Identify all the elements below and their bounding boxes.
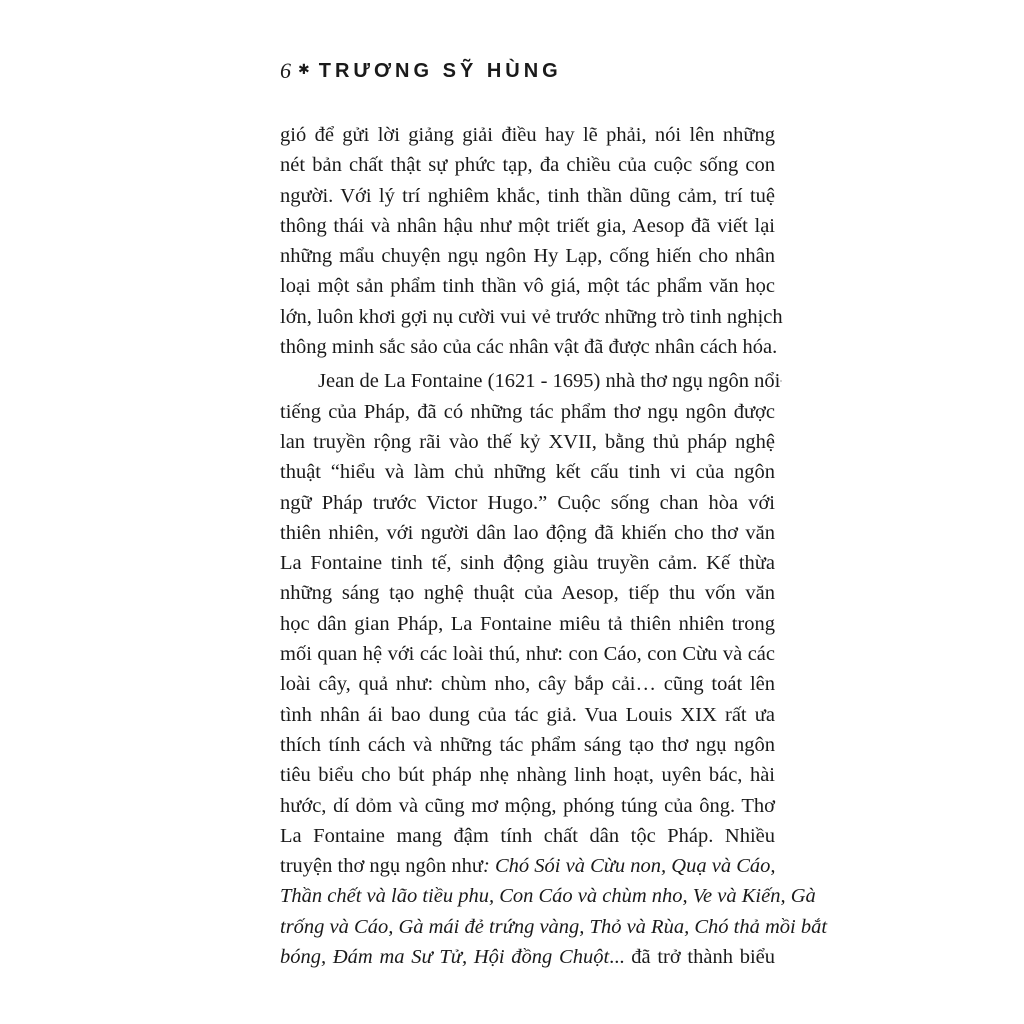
paper-speck <box>780 380 782 382</box>
text-line: thuật “hiểu và làm chủ những kết cấu tinh vi của ngôn <box>280 461 775 484</box>
text-line: loại một sản phẩm tinh thần vô giá, một tác phẩm văn học <box>280 275 775 298</box>
text-line: thông minh sắc sảo của các nhân vật đã được nhân cách hóa. <box>280 336 778 359</box>
author-running-title: TRƯƠNG SỸ HÙNG <box>318 59 562 82</box>
text-line: thông thái và nhân hậu như một triết gia, Aesop đã viết lại <box>280 214 775 237</box>
text-line: người. Với lý trí nghiêm khắc, tinh thần dũng cảm, trí tuệ <box>280 184 775 207</box>
paragraph-1 <box>280 120 783 362</box>
text-line: thích tính cách và những tác phẩm sáng tạo thơ ngụ ngôn <box>280 733 775 756</box>
fable-titles-line: Thần chết và lão tiều phu, Con Cáo và chùm nho, Ve và Kiến, Gà <box>280 885 816 908</box>
text-line: những mẩu chuyện ngụ ngôn Hy Lạp, cống hiến cho nhân <box>280 245 775 268</box>
text-line-mixed <box>280 851 775 881</box>
text-line: loài cây, quả như: chùm nho, cây bắp cải… cũng toát lên <box>280 673 775 696</box>
plain-text: truyện thơ ngụ ngôn như <box>280 855 484 878</box>
text-line: La Fontaine mang đậm tính chất dân tộc Pháp. Nhiều <box>280 824 775 847</box>
page-body <box>280 120 828 972</box>
plain-text: ... đã trở thành biểu <box>609 946 775 969</box>
text-line: những sáng tạo nghệ thuật của Aesop, tiếp thu vốn văn <box>280 582 775 605</box>
text-line: tiếng của Pháp, đã có những tác phẩm thơ ngụ ngôn được <box>280 400 775 423</box>
text-line: La Fontaine tinh tế, sinh động giàu truyền cảm. Kế thừa <box>280 552 775 575</box>
fable-titles-line: trống và Cáo, Gà mái đẻ trứng vàng, Thỏ và Rùa, Chó thả mồi bắt <box>280 915 828 938</box>
text-line: lớn, luôn khơi gợi nụ cười vui vẻ trước những trò tinh nghịch <box>280 305 783 328</box>
fable-titles: bóng, Đám ma Sư Tử, Hội đồng Chuột <box>280 946 610 969</box>
asterisk-ornament-icon: ✱ <box>298 62 311 78</box>
text-line: gió để gửi lời giảng giải điều hay lẽ phải, nói lên những <box>280 124 775 146</box>
paragraph-2 <box>280 366 828 972</box>
page-number: 6 <box>280 58 292 83</box>
text-line-mixed <box>280 942 775 972</box>
text-line: tiêu biểu cho bút pháp nhẹ nhàng linh hoạt, uyên bác, hài <box>280 764 775 787</box>
text-line: mối quan hệ với các loài thú, như: con Cáo, con Cừu và các <box>280 643 775 666</box>
text-line: lan truyền rộng rãi vào thế kỷ XVII, bằng thủ pháp nghệ <box>280 430 775 453</box>
fable-titles: : Chó Sói và Cừu non, Quạ và Cáo, <box>483 855 776 878</box>
text-line: Jean de La Fontaine (1621 - 1695) nhà thơ ngụ ngôn nổi <box>318 370 781 393</box>
text-line: thiên nhiên, với người dân lao động đã khiến cho thơ văn <box>280 521 775 544</box>
running-header <box>280 58 562 84</box>
text-line: tình nhân ái bao dung của tác giả. Vua Louis XIX rất ưa <box>280 703 775 726</box>
text-line: nét bản chất thật sự phức tạp, đa chiều của cuộc sống con <box>280 154 775 177</box>
text-line: hước, dí dỏm và cũng mơ mộng, phóng túng của ông. Thơ <box>280 794 775 817</box>
text-line: ngữ Pháp trước Victor Hugo.” Cuộc sống chan hòa với <box>280 491 775 514</box>
text-line: học dân gian Pháp, La Fontaine miêu tả thiên nhiên trong <box>280 612 775 635</box>
